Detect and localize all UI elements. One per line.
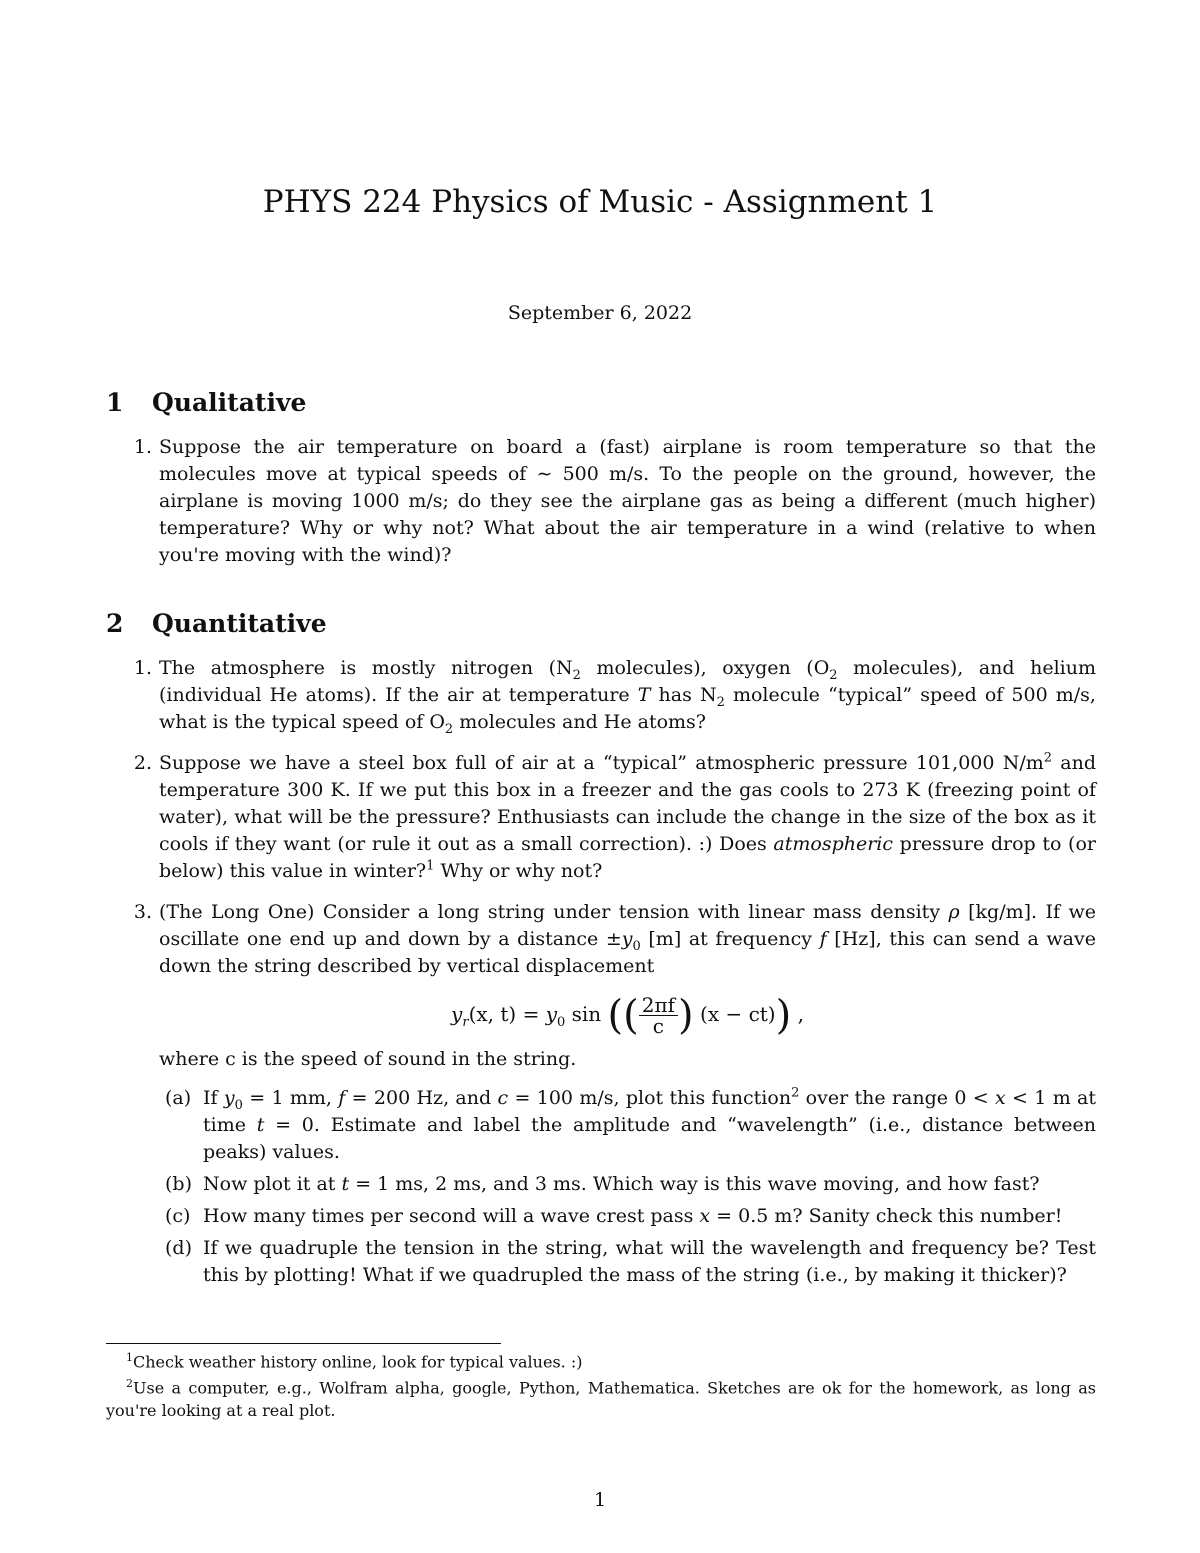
question-number: 1.: [133, 657, 152, 679]
question-number: 3.: [133, 901, 152, 923]
question-item: [106, 899, 1096, 1289]
subquestion-label: (c): [165, 1205, 191, 1227]
question-intro: (The Long One) Consider a long string under tension with linear mass density ρ [kg/m]. If we oscillate one end up and down by a distance $\pm y_0$ [m] at frequency f [Hz], this can send a wave down the string described by vertical displacement: [159, 901, 1097, 977]
subquestion-label: (d): [165, 1237, 192, 1259]
footnote-ref: 2: [791, 1085, 800, 1101]
page-number: 1: [593, 1489, 607, 1511]
footnote-divider: [106, 1343, 501, 1344]
subquestion-b: [159, 1171, 1096, 1198]
subquestion-d: [159, 1235, 1096, 1289]
document-title: PHYS 224 Physics of Music - Assignment 1: [262, 184, 938, 220]
equation-fraction: $\frac{2\pi f}{c}$: [639, 995, 678, 1036]
subquestion-c: [159, 1203, 1096, 1230]
section-heading: [106, 607, 1096, 641]
section-qualitative: [106, 386, 1096, 583]
question-text: Suppose the air temperature on board a (fast) airplane is room temperature so that the molecules move at typical speeds of ∼ 500 m/s. To the people on the ground, however, the airplane is moving 1000 m/s; do they see the airplane gas as being a different (much higher) temperature? Why or why not? What about the air temperature in a wind (relative to when you're moving with the wind)?: [159, 436, 1096, 566]
question-text: The atmosphere is mostly nitrogen ($N_2$ molecules), oxygen ($O_2$ molecules), and helium (individual He atoms). If the air at temperature T has $N_2$ molecule “typical” speed of 500 m/s, what is the typical speed of $O_2$ molecules and He atoms?: [159, 657, 1096, 737]
document-date: September 6, 2022: [507, 302, 693, 324]
section-title: Quantitative: [152, 609, 327, 638]
section-number: 2: [106, 609, 124, 638]
subquestion-label: (a): [165, 1087, 192, 1109]
subquestion-text: If $y_0 = 1$ mm, f = 200 Hz, and c = 100 m/s, plot this function$^2$ over the range 0 < x < 1 m at time t = 0. Estimate and label the amplitude and “wavelength” (i.e., distance between peaks) values.: [203, 1085, 1096, 1163]
question-text: Suppose we have a steel box full of air at a “typical” atmospheric pressure 101,000 $N/m^2$ and temperature 300 K. If we put this box in a freezer and the gas cools to 273 K (freezing point of water), what will be the pressure? Enthusiasts can include the change in the size of the box as it cools if they want (or rule it out as a small correction). :) Does atmospheric pressure drop to (or below) this value in winter?$^1$ Why or why not?: [159, 750, 1096, 882]
question-number: 2.: [133, 752, 152, 774]
wave-equation: $y_r(x$, $t) = y_0$ sin (( $\frac{2\pi f}{c}$ ) (x − ct)) ,: [451, 992, 804, 1039]
section-quantitative: [106, 607, 1096, 1294]
question-item: [106, 655, 1096, 736]
subquestion-a: [159, 1085, 1096, 1166]
question-item: [106, 750, 1096, 885]
section-title: Qualitative: [152, 388, 307, 417]
footnote-ref: 1: [426, 858, 435, 874]
subquestion-label: (b): [165, 1173, 192, 1195]
footnote-2: $^2$Use a computer, e.g., Wolfram alpha, google, Python, Mathematica. Sketches are ok for the homework, as long as you're looking at a real plot.: [106, 1377, 1096, 1420]
question-number: 1.: [133, 436, 152, 458]
section-number: 1: [106, 388, 124, 417]
question-item: [106, 434, 1096, 569]
footnotes: [106, 1347, 1096, 1422]
footnote-1: $^1$Check weather history online, look for typical values. :): [126, 1351, 583, 1372]
section-heading: [106, 386, 1096, 420]
subquestion-text: Now plot it at t = 1 ms, 2 ms, and 3 ms. Which way is this wave moving, and how fast?: [203, 1173, 1040, 1195]
subquestion-text: If we quadruple the tension in the string, what will the wavelength and frequency be? Test this by plotting! What if we quadrupled the mass of the string (i.e., by making it thicker)?: [203, 1237, 1096, 1286]
subquestion-text: How many times per second will a wave crest pass x = 0.5 m? Sanity check this number!: [203, 1205, 1063, 1227]
equation-explanation: where c is the speed of sound in the string.: [159, 1048, 577, 1070]
